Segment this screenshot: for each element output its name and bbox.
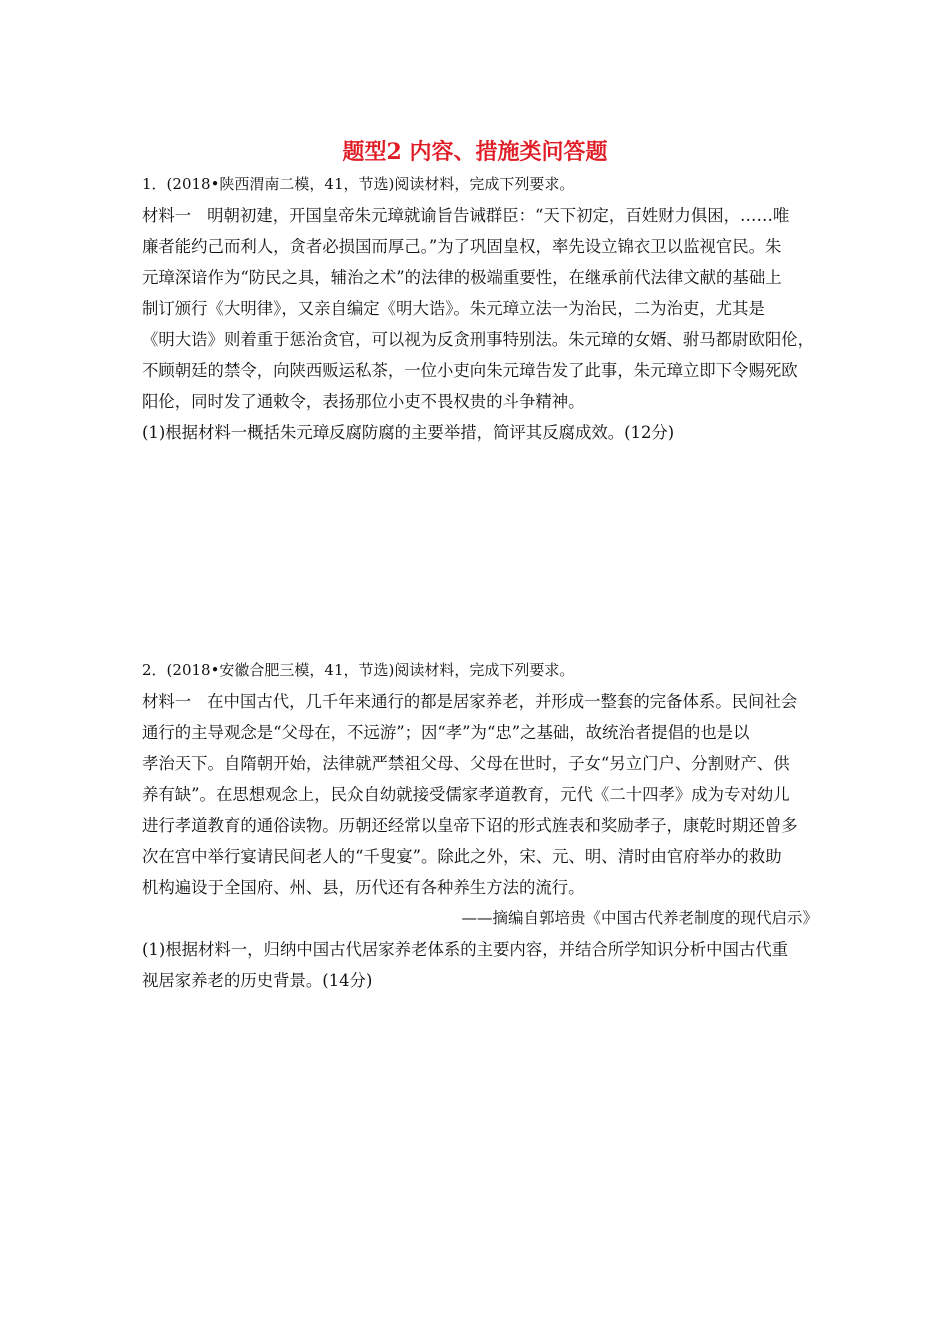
material-tag: 材料一 [142, 206, 192, 225]
question-1-heading: 1．(2018•陕西渭南二模，41，节选)阅读材料，完成下列要求。 [142, 175, 575, 193]
question-1-prompt: (1)根据材料一概括朱元璋反腐防腐的主要举措，简评其反腐成效。(12分) [142, 423, 675, 442]
material-line: 廉者能约己而利人，贪者必损国而厚己。”为了巩固皇权，率先设立锦衣卫以监视官民。朱 [142, 237, 782, 256]
material-line: 养有缺”。在思想观念上，民众自幼就接受儒家孝道教育，元代《二十四孝》成为专对幼儿 [142, 785, 790, 804]
material-line [142, 200, 818, 231]
material-line: 《明大诰》则着重于惩治贪官，可以视为反贪刑事特别法。朱元璋的女婿、驸马都尉欧阳伦， [142, 330, 815, 349]
material-line [142, 686, 818, 717]
citation-source: ——摘编自郭培贵《中国古代养老制度的现代启示》 [461, 909, 818, 927]
material-tag: 材料一 [142, 692, 192, 711]
material-line: 不顾朝廷的禁令，向陕西贩运私茶，一位小吏向朱元璋告发了此事，朱元璋立即下令赐死欧 [142, 361, 798, 380]
material-line: 次在宫中举行宴请民间老人的“千叟宴”。除此之外，宋、元、明、清时由官府举办的救助 [142, 847, 782, 866]
question-2-prompt: (1)根据材料一，归纳中国古代居家养老体系的主要内容，并结合所学知识分析中国古代重 [142, 940, 789, 959]
question-1 [142, 172, 818, 448]
material-text: 明朝初建，开国皇帝朱元璋就谕旨告诫群臣：“天下初定，百姓财力俱困，……唯 [207, 206, 790, 225]
material-line: 通行的主导观念是“父母在，不远游”；因“孝”为“忠”之基础，故统治者提倡的也是以 [142, 723, 750, 742]
material-line: 孝治天下。自隋朝开始，法律就严禁祖父母、父母在世时，子女“另立门户、分割财产、供 [142, 754, 790, 773]
material-line: 阳伦，同时发了通敕令，表扬那位小吏不畏权贵的斗争精神。 [142, 392, 585, 411]
question-2-heading: 2．(2018•安徽合肥三模，41，节选)阅读材料，完成下列要求。 [142, 661, 575, 679]
question-2-prompt-continued: 视居家养老的历史背景。(14分) [142, 971, 373, 990]
material-line: 机构遍设于全国府、州、县，历代还有各种养生方法的流行。 [142, 878, 585, 897]
material-line: 元璋深谙作为“防民之具，辅治之术”的法律的极端重要性，在继承前代法律文献的基础上 [142, 268, 782, 287]
question-2 [142, 658, 818, 996]
material-line: 制订颁行《大明律》，又亲自编定《明大诰》。朱元璋立法一为治民，二为治吏，尤其是 [142, 299, 765, 318]
material-text: 在中国古代，几千年来通行的都是居家养老，并形成一整套的完备体系。民间社会 [207, 692, 798, 711]
page-title: 题型2 内容、措施类问答题 [342, 139, 608, 165]
material-line: 进行孝道教育的通俗读物。历朝还经常以皇帝下诏的形式旌表和奖励孝子，康乾时期还曾多 [142, 816, 798, 835]
answer-space [142, 470, 818, 650]
